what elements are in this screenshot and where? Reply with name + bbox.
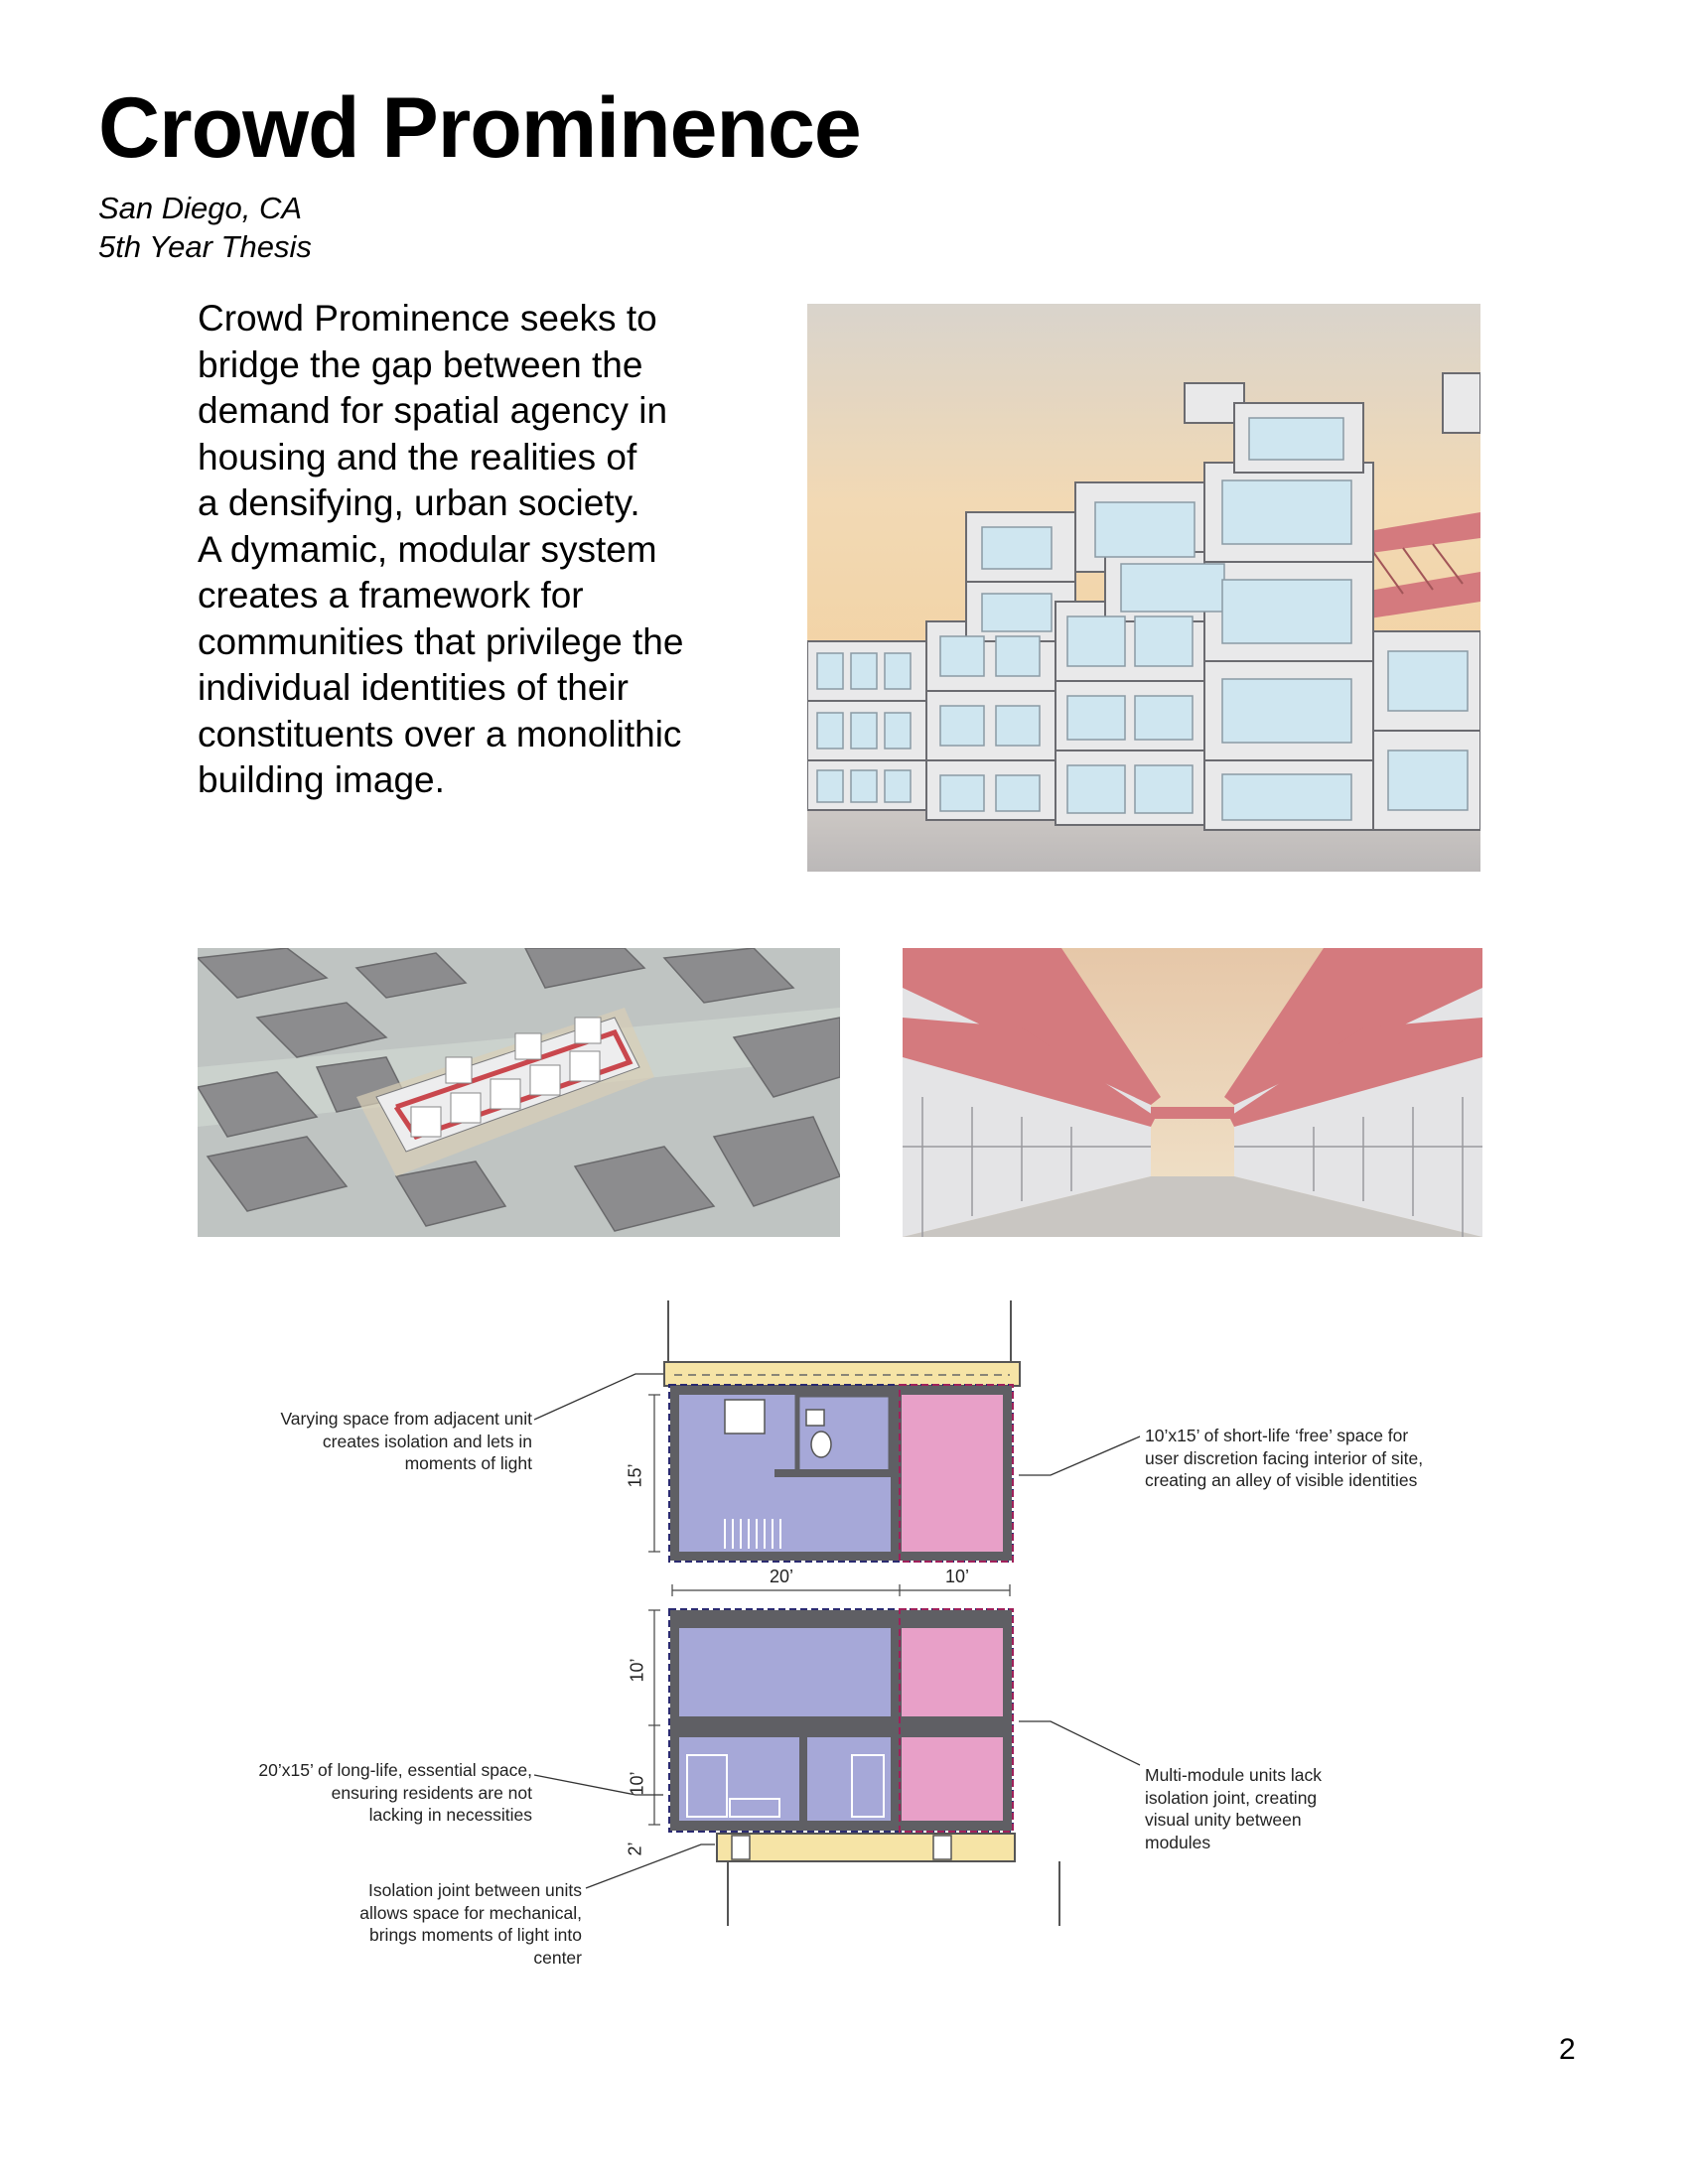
intro-line: bridge the gap between the [198, 343, 643, 385]
intro-line: creates a framework for [198, 575, 584, 615]
page-number: 2 [1559, 2033, 1576, 2066]
intro-line: building image. [198, 759, 445, 800]
project-location: San Diego, CA [98, 191, 303, 225]
dimension-label-10-upper: 10’ [627, 1658, 647, 1683]
intro-line: constituents over a monolithic [198, 713, 682, 754]
page-title: Crowd Prominence [98, 80, 861, 176]
intro-line: demand for spatial agency in [198, 390, 668, 431]
dimension-label-2: 2’ [625, 1842, 645, 1856]
dimension-label-10-horizontal: 10’ [945, 1567, 970, 1586]
intro-line: A dymamic, modular system [198, 528, 657, 570]
dimension-label-10-lower: 10’ [627, 1771, 647, 1796]
dimension-label-20: 20’ [770, 1567, 794, 1586]
annotation-isolation-joint: Isolation joint between units allows space for mechanical, brings moments of light into center [359, 1880, 582, 1968]
intro-line: communities that privilege the [198, 620, 684, 662]
intro-line: individual identities of their [198, 667, 629, 708]
intro-line: Crowd Prominence seeks to [198, 298, 657, 339]
annotation-multi-module: Multi-module units lack isolation joint, creating visual unity between modules [1145, 1765, 1322, 1852]
intro-line: housing and the realities of [198, 436, 637, 478]
project-subtitle: 5th Year Thesis [98, 229, 312, 264]
dimension-label-15: 15’ [625, 1463, 645, 1488]
annotation-essential-space: 20’x15’ of long-life, essential space, ensuring residents are not lacking in necessities [258, 1760, 532, 1825]
intro-line: a densifying, urban society. [198, 482, 640, 523]
annotation-free-space: 10’x15’ of short-life ‘free’ space for user discretion facing interior of site, creating an alley of visible identities [1145, 1426, 1424, 1490]
annotation-varying-space: Varying space from adjacent unit creates isolation and lets in moments of light [280, 1409, 532, 1473]
